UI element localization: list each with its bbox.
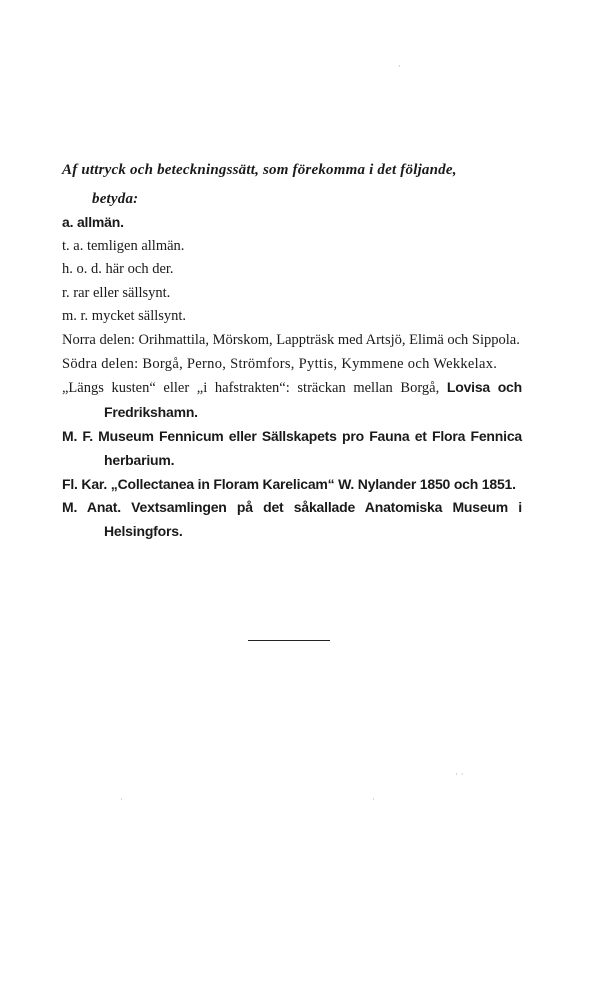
entry-museum-fennicum: M. F. Museum Fennicum eller Sällskapets pro Fauna et Flora Fennica herbarium. <box>62 428 522 468</box>
entry-langs-kusten <box>62 376 522 425</box>
entry-allman: a. allmän. <box>62 214 124 230</box>
entry-collectanea: Fl. Kar. „Collectanea in Floram Karelicam“ W. Nylander 1850 och 1851. <box>62 475 516 492</box>
entry-temligen-allman: t. a. temligen allmän. <box>62 237 185 254</box>
entry-norra-delen: Norra delen: Orihmattila, Mörskom, Lappträsk med Artsjö, Elimä och Sippola. <box>62 331 520 348</box>
entry-har-och-der: h. o. d. här och der. <box>62 261 174 278</box>
abbreviations-heading <box>62 156 522 214</box>
entry-mycket-sallsynt: m. r. mycket sällsynt. <box>62 308 187 325</box>
entry-langs-kusten-bold: Lovisa och Fredrikshamn. <box>104 379 522 420</box>
heading-line-1: Af uttryck och beteckningssätt, som förekomma i det följande, <box>62 162 457 178</box>
entry-anatomiska-museum: M. Anat. Vextsamlingen på det såkallade Anatomiska Museum i Helsingfors. <box>62 499 522 539</box>
scan-speck: · <box>120 795 123 805</box>
heading-line-2: betyda: <box>92 191 139 207</box>
scan-speck: · <box>398 62 401 72</box>
scan-speck: · · <box>455 770 464 780</box>
closing-rule <box>248 640 330 641</box>
entry-langs-kusten-plain: „Längs kusten“ eller „i hafstrakten“: sträckan mellan Borgå, <box>62 380 440 397</box>
entry-sodra-delen: Södra delen: Borgå, Perno, Strömfors, Pyttis, Kymmene och Wekkelax. <box>62 355 498 372</box>
entry-rar: r. rar eller sällsynt. <box>62 284 171 301</box>
scan-speck: · <box>372 795 375 805</box>
abbreviation-list <box>62 211 522 543</box>
